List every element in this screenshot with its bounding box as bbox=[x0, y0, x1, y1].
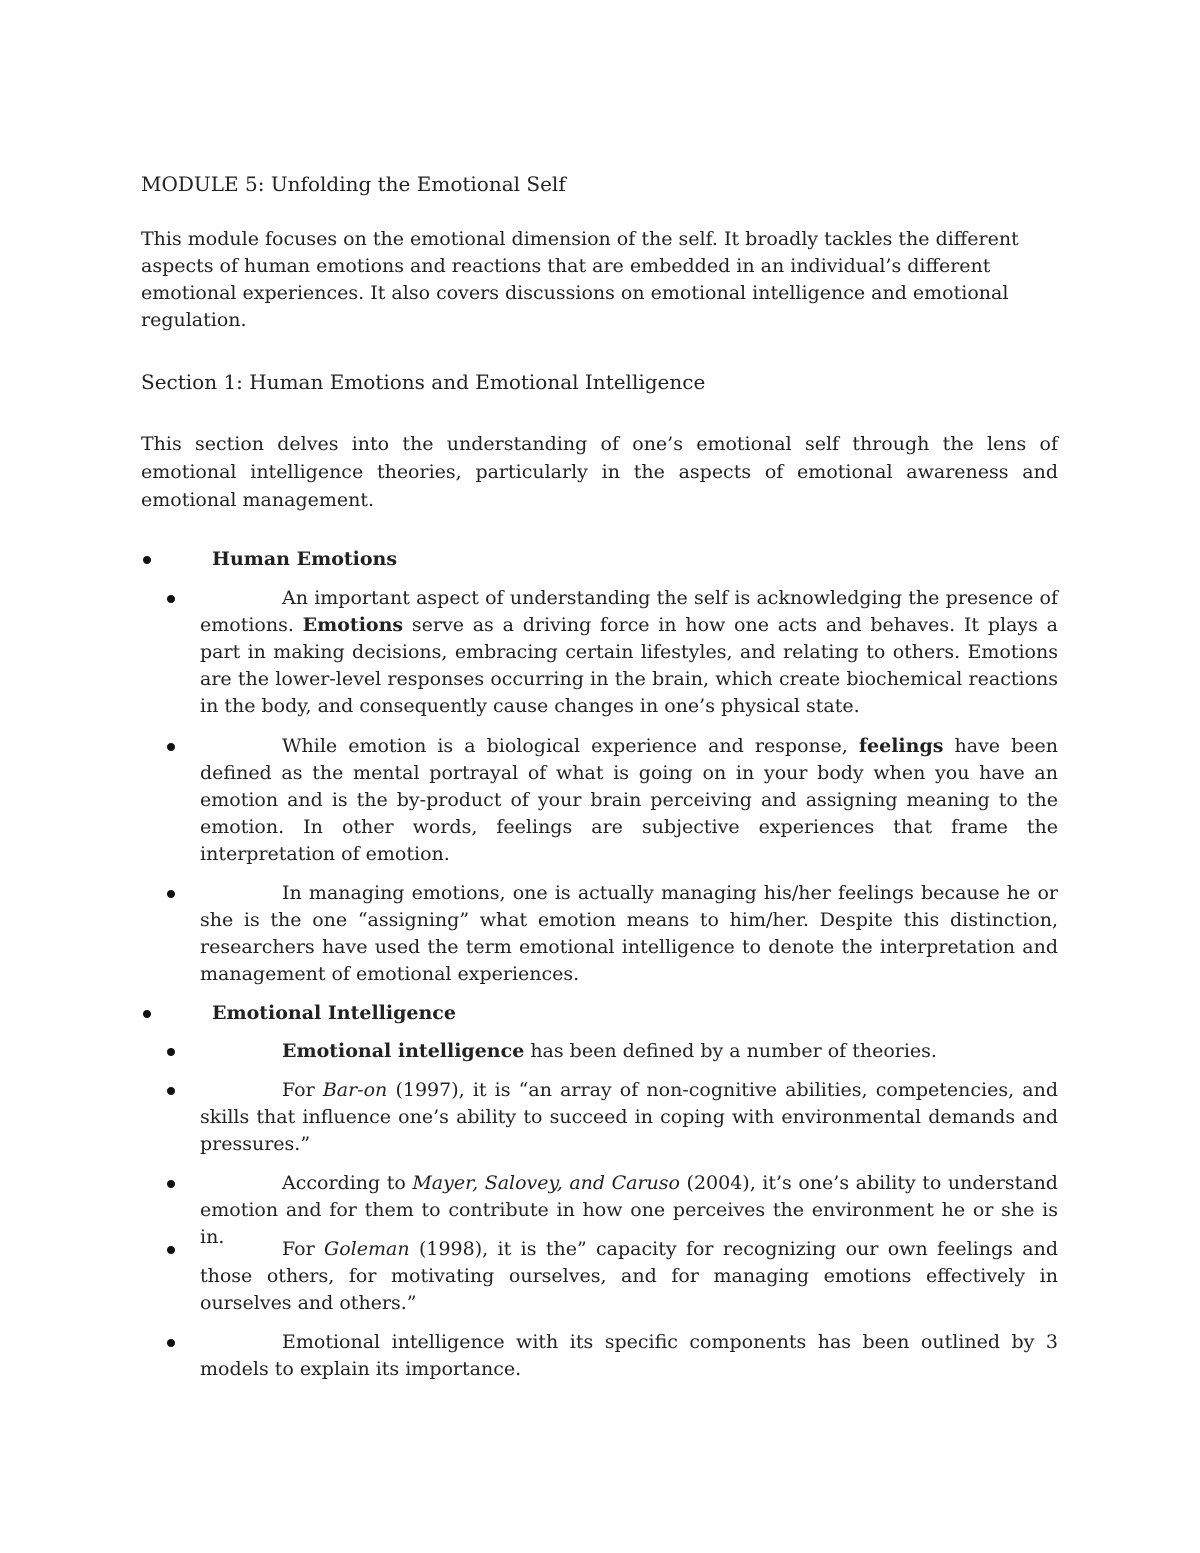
section-intro: This section delves into the understanding of one’s emotional self through the lens of emotional intelligence theories, particularly in the aspects of emotional awareness and emotional management. bbox=[141, 433, 1058, 511]
text-run: has been defined by a number of theories. bbox=[524, 1040, 937, 1062]
text-run: serve as a driving force in how one acts and behaves. It plays a part in making decisions, embracing certain lifestyles, and relating to others. Emotions are the lower-level responses occurring in the brain, which create biochemical reactions in the body, and consequently cause changes in one’s physical state. bbox=[200, 614, 1059, 717]
module-intro: This module focuses on the emotional dimension of the self. It broadly tackles the different aspects of human emotions and reactions that are embedded in an individual’s different emotional experiences. It also covers discussions on emotional intelligence and emotional regulation. bbox=[141, 228, 1019, 331]
italic-name: Bar-on bbox=[322, 1079, 388, 1101]
text-run: (1997), it is “an array of non-cognitive abilities, competencies, and skills that influence one’s ability to succeed in coping with environmental demands and pressures.” bbox=[200, 1079, 1058, 1155]
bold-term: feelings bbox=[858, 735, 944, 757]
list-item-text bbox=[200, 1038, 1058, 1065]
topic-heading-label: Emotional Intelligence bbox=[212, 1002, 456, 1024]
text-run: have been defined as the mental portrayal of what is going on in your body when you have an emotion and is the by-product of your brain perceiving and assigning meaning to the emotion. In other words, feelings are subjective experiences that frame the interpretation of emotion. bbox=[200, 735, 1058, 865]
bold-term: Emotions bbox=[302, 614, 404, 636]
text-run: (1998), it is the” capacity for recognizing our own feelings and those others, for motivating ourselves, and for managing emotions effectively in ourselves and others.” bbox=[200, 1238, 1058, 1314]
section-title: Section 1: Human Emotions and Emotional Intelligence bbox=[141, 370, 706, 394]
list-item bbox=[200, 1329, 1058, 1383]
topic-heading-label: Human Emotions bbox=[212, 548, 398, 570]
italic-name: Goleman bbox=[324, 1238, 410, 1260]
list-item-text bbox=[200, 1236, 1058, 1317]
italic-name: Mayer, Salovey, and Caruso bbox=[412, 1172, 680, 1194]
list-item-text bbox=[200, 585, 1058, 720]
list-item bbox=[200, 733, 1058, 868]
bullet-icon bbox=[167, 1246, 175, 1254]
bullet-icon bbox=[167, 1180, 175, 1188]
bullet-icon bbox=[167, 595, 175, 603]
text-run: (2004), it’s one’s ability to understand emotion and for them to contribute in how one perceives the environment he or she is in. bbox=[200, 1172, 1058, 1248]
list-item bbox=[200, 1077, 1058, 1158]
text-run: An important aspect of understanding the self is acknowledging the presence of emotions. bbox=[200, 587, 1058, 636]
bullet-icon bbox=[143, 556, 151, 564]
bold-term: Emotional intelligence bbox=[282, 1040, 525, 1062]
text-run: According to bbox=[282, 1172, 413, 1194]
list-item-text: In managing emotions, one is actually managing his/her feelings because he or she is the one “assigning” what emotion means to him/her. Despite this distinction, researchers have used the term emotional intelligence to denote the interpretation and management of emotional experiences. bbox=[200, 882, 1058, 985]
list-item-text bbox=[200, 733, 1058, 868]
list-item bbox=[200, 880, 1058, 988]
bullet-icon bbox=[167, 890, 175, 898]
bullet-icon bbox=[167, 1087, 175, 1095]
bullet-icon bbox=[143, 1010, 151, 1018]
module-title: MODULE 5: Unfolding the Emotional Self bbox=[141, 172, 566, 196]
bullet-icon bbox=[167, 743, 175, 751]
bullet-icon bbox=[167, 1048, 175, 1056]
text-run: While emotion is a biological experience and response, bbox=[282, 735, 859, 757]
list-item-text bbox=[200, 1077, 1058, 1158]
bullet-icon bbox=[167, 1339, 175, 1347]
list-item bbox=[200, 585, 1058, 720]
list-item-text: Emotional intelligence with its specific components has been outlined by 3 models to explain its importance. bbox=[200, 1331, 1058, 1380]
list-item bbox=[200, 1038, 1058, 1065]
list-item bbox=[200, 1236, 1058, 1317]
text-run: For bbox=[282, 1238, 325, 1260]
text-run: For bbox=[282, 1079, 323, 1101]
